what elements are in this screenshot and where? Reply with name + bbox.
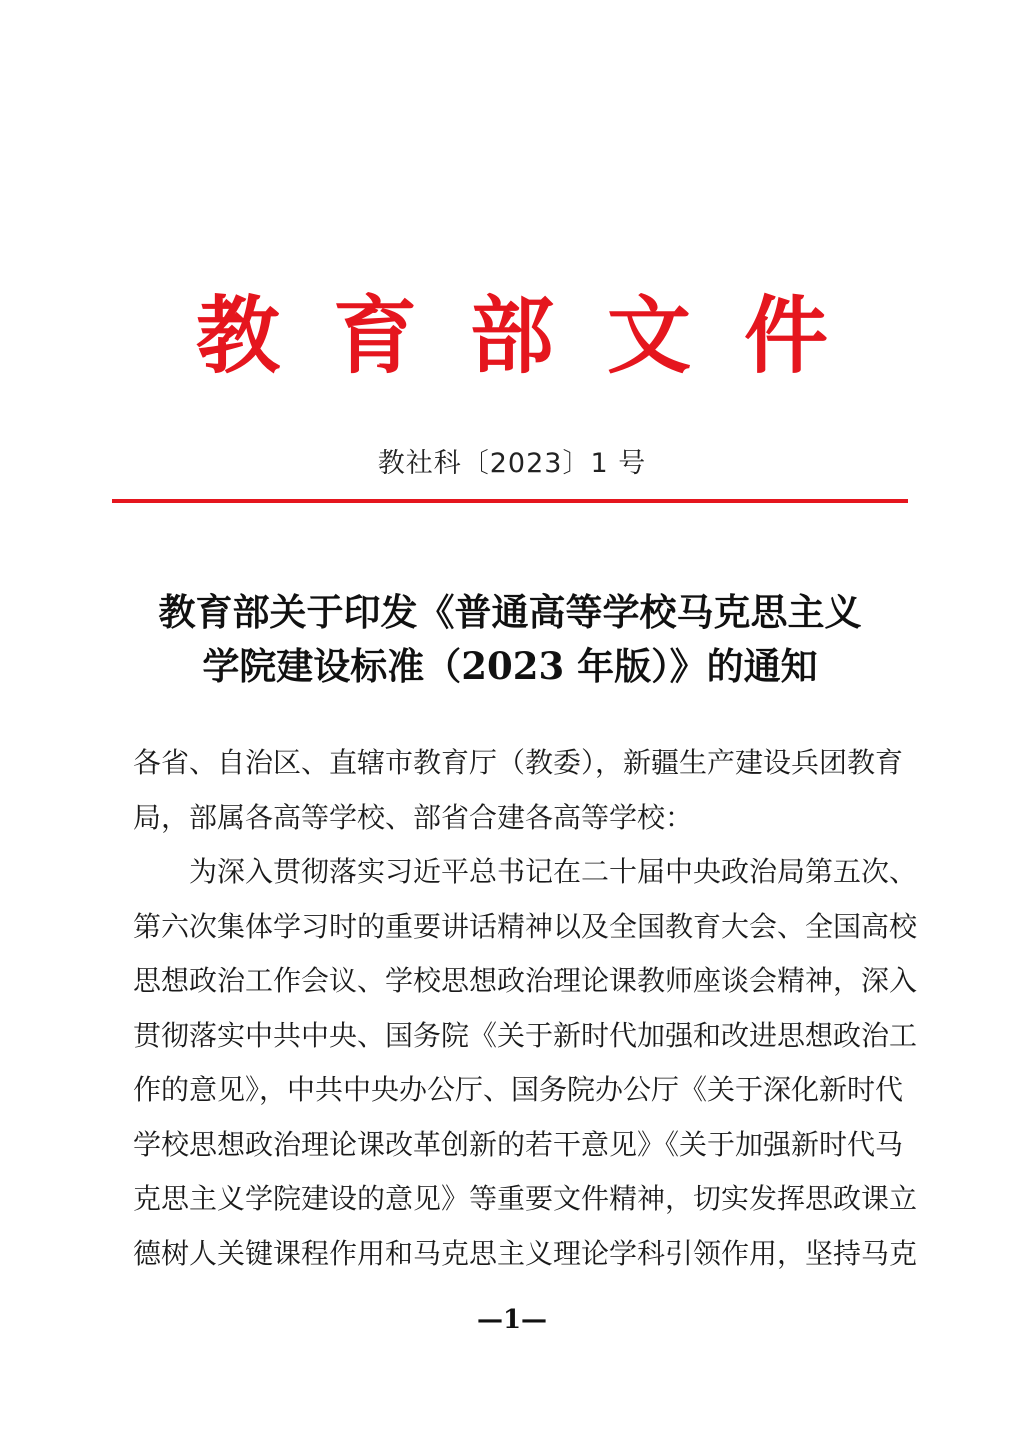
body-line: 为深入贯彻落实习近平总书记在二十届中央政治局第五次、 bbox=[189, 855, 918, 888]
masthead-char: 育 bbox=[332, 287, 417, 385]
body-line: 学校思想政治理论课改革创新的若干意见》《关于加强新时代马 bbox=[133, 1127, 904, 1161]
body-line: 德树人关键课程作用和马克思主义理论学科引领作用，坚持马克 bbox=[133, 1236, 918, 1270]
red-divider bbox=[112, 499, 908, 503]
title-line: 教育部关于印发《普通高等学校马克思主义 bbox=[158, 590, 862, 634]
body-line: 作的意见》，中共中央办公厅、国务院办公厅《关于深化新时代 bbox=[133, 1073, 904, 1106]
body-text bbox=[133, 736, 918, 1281]
body-line: 克思主义学院建设的意见》等重要文件精神，切实发挥思政课立 bbox=[133, 1182, 918, 1215]
masthead-char: 教 bbox=[195, 287, 280, 385]
masthead-char: 件 bbox=[743, 287, 828, 385]
masthead bbox=[0, 288, 1024, 384]
document-title bbox=[112, 585, 908, 693]
masthead-char: 文 bbox=[606, 287, 691, 385]
body-line: 局，部属各高等学校、部省合建各高等学校： bbox=[133, 800, 694, 834]
masthead-char: 部 bbox=[469, 287, 554, 385]
body-line: 思想政治工作会议、学校思想政治理论课教师座谈会精神，深入 bbox=[133, 964, 918, 997]
body-line: 第六次集体学习时的重要讲话精神以及全国教育大会、全国高校 bbox=[133, 909, 918, 943]
title-line: 学院建设标准（2023 年版）》的通知 bbox=[202, 644, 818, 688]
page-number: —1— bbox=[476, 1305, 548, 1335]
body-line: 各省、自治区、直辖市教育厅（教委），新疆生产建设兵团教育 bbox=[133, 746, 904, 779]
body-line: 贯彻落实中共中央、国务院《关于新时代加强和改进思想政治工 bbox=[133, 1018, 918, 1052]
document-number: 教社科〔2023〕1 号 bbox=[377, 448, 647, 479]
